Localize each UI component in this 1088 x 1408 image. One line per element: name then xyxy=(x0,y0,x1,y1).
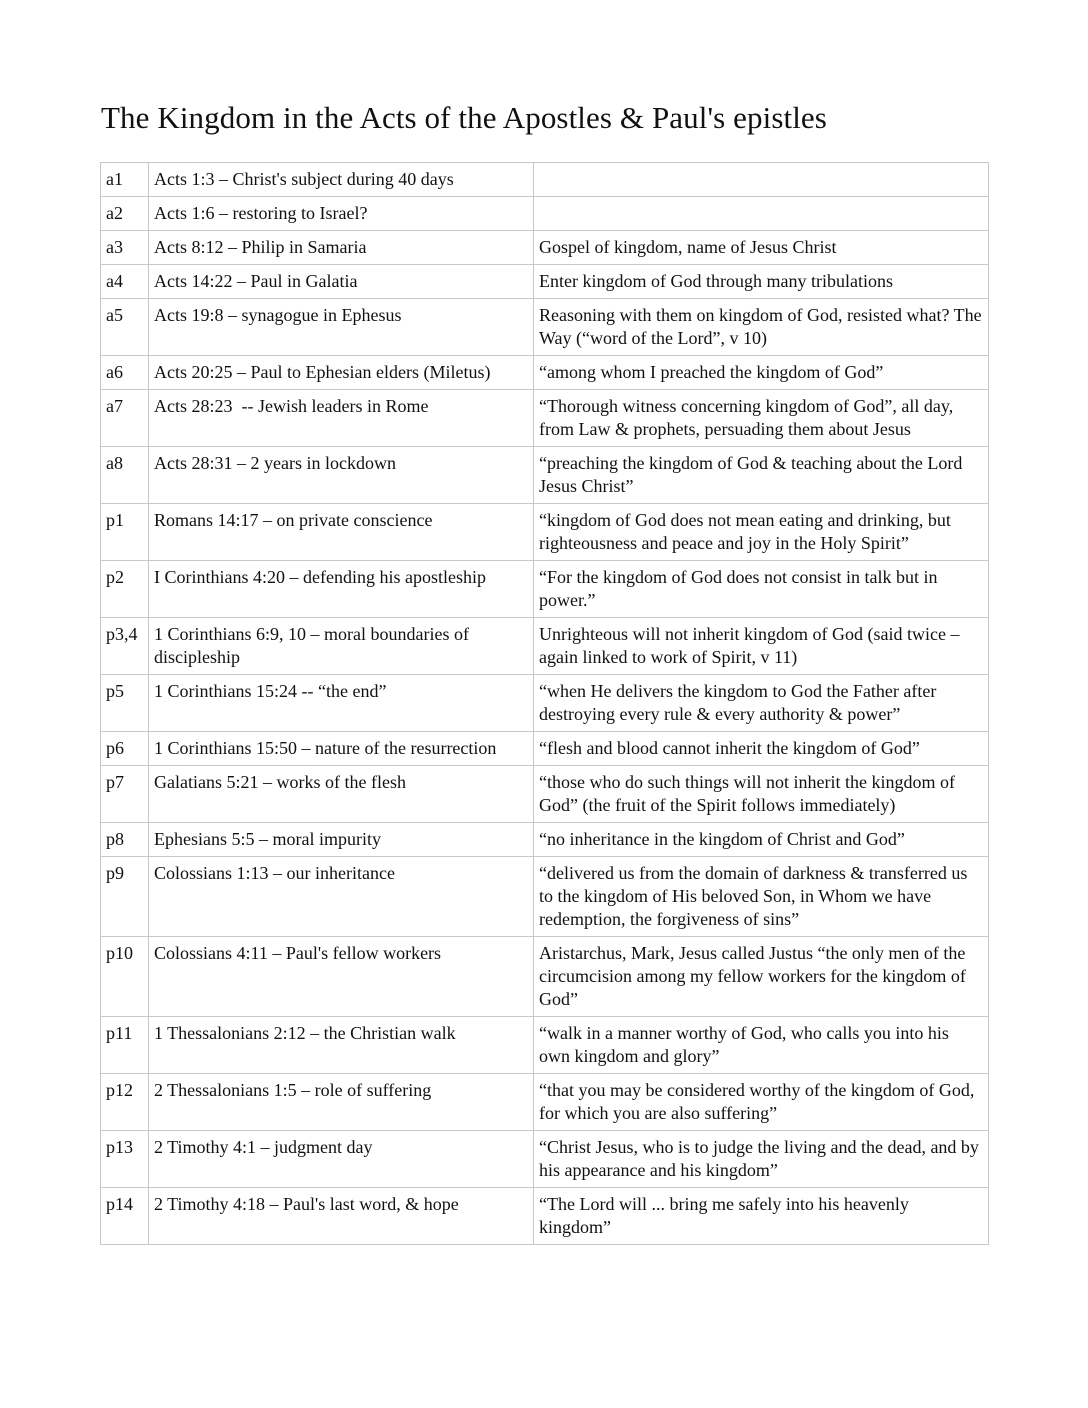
row-id-cell: p1 xyxy=(101,504,149,561)
reference-cell: Acts 28:23 -- Jewish leaders in Rome xyxy=(149,390,534,447)
note-cell xyxy=(534,163,989,197)
note-cell: “when He delivers the kingdom to God the Father after destroying every rule & every authority & power” xyxy=(534,675,989,732)
note-cell: “those who do such things will not inherit the kingdom of God” (the fruit of the Spirit follows immediately) xyxy=(534,766,989,823)
table-row xyxy=(101,1188,989,1245)
reference-cell: Romans 14:17 – on private conscience xyxy=(149,504,534,561)
table-row xyxy=(101,732,989,766)
note-cell: “Christ Jesus, who is to judge the living and the dead, and by his appearance and his kingdom” xyxy=(534,1131,989,1188)
reference-cell: Colossians 4:11 – Paul's fellow workers xyxy=(149,937,534,1017)
note-cell: “that you may be considered worthy of the kingdom of God, for which you are also suffering” xyxy=(534,1074,989,1131)
table-row xyxy=(101,197,989,231)
row-id-cell: a8 xyxy=(101,447,149,504)
row-id-cell: p6 xyxy=(101,732,149,766)
row-id-cell: p14 xyxy=(101,1188,149,1245)
table-row xyxy=(101,163,989,197)
table-row xyxy=(101,299,989,356)
table-row xyxy=(101,561,989,618)
reference-cell: Acts 28:31 – 2 years in lockdown xyxy=(149,447,534,504)
row-id-cell: p11 xyxy=(101,1017,149,1074)
reference-cell: Acts 1:6 – restoring to Israel? xyxy=(149,197,534,231)
reference-cell: 2 Timothy 4:1 – judgment day xyxy=(149,1131,534,1188)
table-row xyxy=(101,1074,989,1131)
row-id-cell: p7 xyxy=(101,766,149,823)
reference-cell: Acts 14:22 – Paul in Galatia xyxy=(149,265,534,299)
reference-cell: 2 Thessalonians 1:5 – role of suffering xyxy=(149,1074,534,1131)
reference-cell: 1 Corinthians 6:9, 10 – moral boundaries of discipleship xyxy=(149,618,534,675)
reference-cell: Acts 8:12 – Philip in Samaria xyxy=(149,231,534,265)
row-id-cell: p13 xyxy=(101,1131,149,1188)
note-cell: “Thorough witness concerning kingdom of God”, all day, from Law & prophets, persuading them about Jesus xyxy=(534,390,989,447)
note-cell: “kingdom of God does not mean eating and drinking, but righteousness and peace and joy in the Holy Spirit” xyxy=(534,504,989,561)
row-id-cell: p9 xyxy=(101,857,149,937)
table-row xyxy=(101,504,989,561)
note-cell: Unrighteous will not inherit kingdom of God (said twice – again linked to work of Spirit, v 11) xyxy=(534,618,989,675)
reference-cell: I Corinthians 4:20 – defending his apostleship xyxy=(149,561,534,618)
table-row xyxy=(101,1131,989,1188)
reference-cell: 1 Thessalonians 2:12 – the Christian walk xyxy=(149,1017,534,1074)
note-cell: “walk in a manner worthy of God, who calls you into his own kingdom and glory” xyxy=(534,1017,989,1074)
reference-cell: Acts 20:25 – Paul to Ephesian elders (Miletus) xyxy=(149,356,534,390)
table-row xyxy=(101,675,989,732)
reference-cell: Colossians 1:13 – our inheritance xyxy=(149,857,534,937)
row-id-cell: a4 xyxy=(101,265,149,299)
table-row xyxy=(101,447,989,504)
table-row xyxy=(101,857,989,937)
table-row xyxy=(101,390,989,447)
note-cell: Enter kingdom of God through many tribulations xyxy=(534,265,989,299)
table-row xyxy=(101,1017,989,1074)
note-cell: “For the kingdom of God does not consist in talk but in power.” xyxy=(534,561,989,618)
row-id-cell: p5 xyxy=(101,675,149,732)
reference-cell: Ephesians 5:5 – moral impurity xyxy=(149,823,534,857)
row-id-cell: p2 xyxy=(101,561,149,618)
row-id-cell: a3 xyxy=(101,231,149,265)
row-id-cell: a6 xyxy=(101,356,149,390)
reference-cell: 1 Corinthians 15:24 -- “the end” xyxy=(149,675,534,732)
table-row xyxy=(101,937,989,1017)
note-cell: “preaching the kingdom of God & teaching about the Lord Jesus Christ” xyxy=(534,447,989,504)
row-id-cell: a5 xyxy=(101,299,149,356)
table-row xyxy=(101,231,989,265)
note-cell: “The Lord will ... bring me safely into his heavenly kingdom” xyxy=(534,1188,989,1245)
table-row xyxy=(101,265,989,299)
kingdom-references-table xyxy=(100,162,989,1245)
note-cell: Gospel of kingdom, name of Jesus Christ xyxy=(534,231,989,265)
table-row xyxy=(101,618,989,675)
reference-cell: 1 Corinthians 15:50 – nature of the resurrection xyxy=(149,732,534,766)
note-cell xyxy=(534,197,989,231)
note-cell: “among whom I preached the kingdom of God” xyxy=(534,356,989,390)
note-cell: “no inheritance in the kingdom of Christ and God” xyxy=(534,823,989,857)
table-row xyxy=(101,823,989,857)
reference-cell: 2 Timothy 4:18 – Paul's last word, & hope xyxy=(149,1188,534,1245)
table-row xyxy=(101,766,989,823)
note-cell: Aristarchus, Mark, Jesus called Justus “the only men of the circumcision among my fellow workers for the kingdom of God” xyxy=(534,937,989,1017)
page-title: The Kingdom in the Acts of the Apostles & Paul's epistles xyxy=(101,100,827,135)
table-row xyxy=(101,356,989,390)
row-id-cell: p3,4 xyxy=(101,618,149,675)
reference-cell: Acts 19:8 – synagogue in Ephesus xyxy=(149,299,534,356)
row-id-cell: a1 xyxy=(101,163,149,197)
reference-cell: Galatians 5:21 – works of the flesh xyxy=(149,766,534,823)
row-id-cell: a7 xyxy=(101,390,149,447)
row-id-cell: p12 xyxy=(101,1074,149,1131)
note-cell: “delivered us from the domain of darkness & transferred us to the kingdom of His beloved Son, in Whom we have redemption, the forgiveness of sins” xyxy=(534,857,989,937)
reference-cell: Acts 1:3 – Christ's subject during 40 days xyxy=(149,163,534,197)
row-id-cell: a2 xyxy=(101,197,149,231)
row-id-cell: p8 xyxy=(101,823,149,857)
table-body xyxy=(101,163,989,1245)
note-cell: Reasoning with them on kingdom of God, resisted what? The Way (“word of the Lord”, v 10) xyxy=(534,299,989,356)
row-id-cell: p10 xyxy=(101,937,149,1017)
note-cell: “flesh and blood cannot inherit the kingdom of God” xyxy=(534,732,989,766)
